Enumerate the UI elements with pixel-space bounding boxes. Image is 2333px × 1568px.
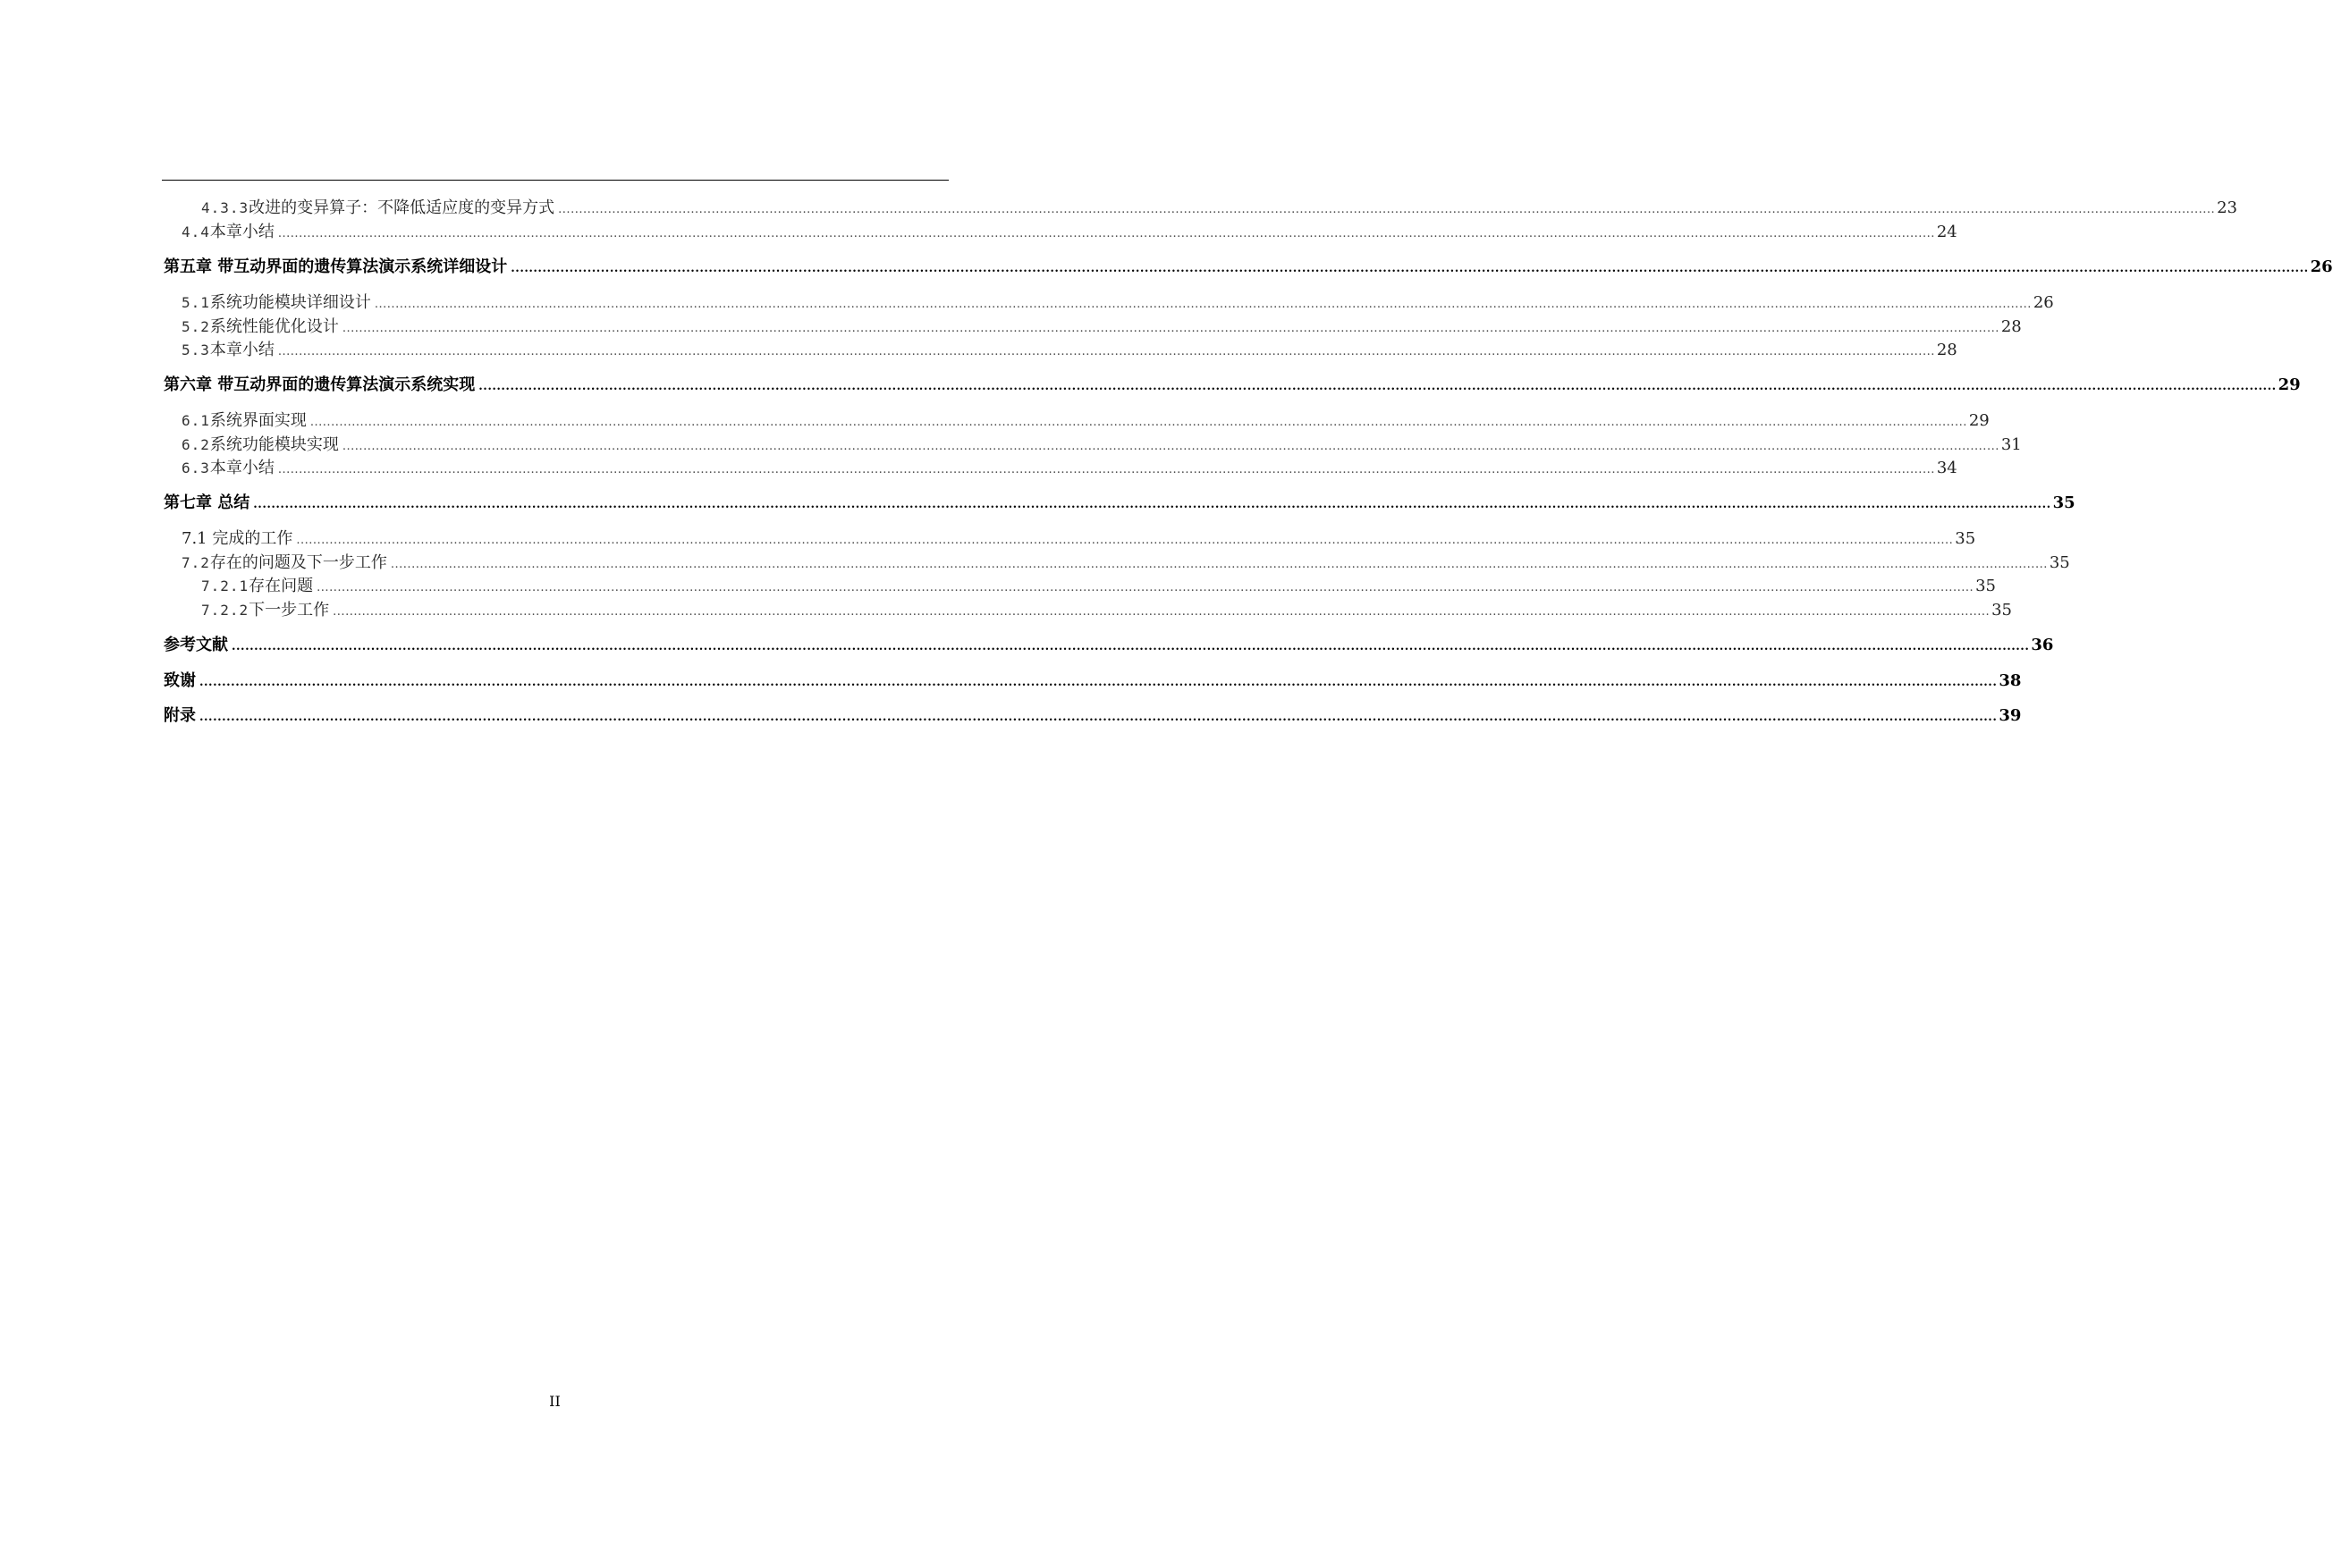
toc-entry-page: 35 bbox=[1955, 529, 1976, 548]
toc-dot-leader: ................................................................................................................................................................................................................................................................................................................................................................................................................ bbox=[199, 711, 1998, 724]
toc-dot-leader: ................................................................................................................................................................................................................................................................................................................................................................................................................ bbox=[253, 498, 2051, 511]
toc-dot-leader: ................................................................................................................................................................................................................................................................................................................................................................................................................ bbox=[478, 380, 2277, 393]
header-rule bbox=[162, 180, 949, 181]
toc-entry-page: 36 bbox=[2031, 636, 2054, 654]
toc-section-entry[interactable] bbox=[164, 221, 1957, 244]
toc-section-entry[interactable] bbox=[164, 599, 2013, 622]
toc-entry-page: 38 bbox=[1999, 671, 2022, 690]
toc-entry-title: 系统功能模块详细设计 bbox=[209, 293, 371, 312]
toc-entry-number: 5.1 bbox=[182, 294, 210, 311]
toc-entry-page: 26 bbox=[2310, 257, 2333, 276]
toc-chapter-entry[interactable] bbox=[164, 256, 2333, 279]
toc-dot-leader: ................................................................................................................................................................................................................................................................................................................................................................................................................ bbox=[511, 262, 2309, 275]
toc-dot-leader: ................................................................................................................................................................................................................................................................................................................................................................................................................ bbox=[199, 676, 1998, 689]
toc-entry-title: 系统功能模块实现 bbox=[209, 435, 339, 454]
toc-entry-title: 存在问题 bbox=[249, 577, 314, 595]
toc-entry-title: 7.1 完成的工作 bbox=[182, 529, 293, 548]
toc-entry-number: 7.2.1 bbox=[201, 577, 249, 594]
toc-dot-leader: ................................................................................................................................................................................................................................................................................................................................................................................................................ bbox=[342, 322, 1999, 335]
toc-entry-title: 致谢 bbox=[164, 671, 196, 690]
toc-chapter-entry[interactable] bbox=[164, 634, 2054, 657]
toc-entry-title: 附录 bbox=[164, 706, 196, 725]
toc-chapter-entry[interactable] bbox=[164, 374, 2301, 397]
toc-dot-leader: ................................................................................................................................................................................................................................................................................................................................................................................................................ bbox=[277, 463, 1935, 476]
toc-entry-title: 本章小结 bbox=[209, 341, 275, 359]
toc-entry-page: 29 bbox=[1968, 411, 1990, 430]
toc-chapter-entry[interactable] bbox=[164, 670, 2022, 693]
toc-entry-title: 下一步工作 bbox=[249, 601, 330, 620]
toc-chapter-entry[interactable] bbox=[164, 492, 2075, 515]
toc-entry-page: 23 bbox=[2217, 198, 2238, 217]
toc-entry-number: 5.2 bbox=[182, 318, 210, 335]
toc-section-entry[interactable] bbox=[164, 197, 2238, 220]
toc-section-entry[interactable] bbox=[164, 527, 1976, 551]
toc-entry-page: 34 bbox=[1936, 459, 1957, 477]
toc-dot-leader: ................................................................................................................................................................................................................................................................................................................................................................................................................ bbox=[277, 345, 1935, 358]
toc-entry-number: 4.4 bbox=[182, 223, 210, 240]
toc-section-entry[interactable] bbox=[164, 316, 2022, 339]
toc-entry-page: 29 bbox=[2278, 375, 2301, 394]
toc-entry-page: 35 bbox=[1991, 601, 2013, 620]
toc-entry-page: 35 bbox=[2052, 493, 2075, 512]
toc-section-entry[interactable] bbox=[164, 409, 1990, 433]
toc-entry-page: 35 bbox=[2049, 553, 2070, 572]
toc-dot-leader: ................................................................................................................................................................................................................................................................................................................................................................................................................ bbox=[232, 640, 2030, 653]
toc-section-entry[interactable] bbox=[164, 457, 1957, 480]
toc-entry-page: 24 bbox=[1936, 223, 1957, 241]
toc-dot-leader: ................................................................................................................................................................................................................................................................................................................................................................................................................ bbox=[296, 534, 1954, 547]
toc-entry-number: 6.1 bbox=[182, 412, 210, 429]
toc-entry-title: 本章小结 bbox=[209, 459, 275, 477]
toc-section-entry[interactable] bbox=[164, 552, 2070, 575]
toc-entry-title: 系统性能优化设计 bbox=[209, 317, 339, 336]
toc-entry-title: 参考文献 bbox=[164, 636, 228, 654]
toc-entry-number: 4.3.3 bbox=[201, 199, 249, 216]
toc-dot-leader: ................................................................................................................................................................................................................................................................................................................................................................................................................ bbox=[333, 605, 1991, 619]
toc-section-entry[interactable] bbox=[164, 291, 2054, 315]
page-number: II bbox=[549, 1393, 561, 1410]
toc-dot-leader: ................................................................................................................................................................................................................................................................................................................................................................................................................ bbox=[309, 416, 1967, 429]
toc-section-entry[interactable] bbox=[164, 339, 1957, 362]
toc-entry-number: 6.2 bbox=[182, 436, 210, 453]
toc-dot-leader: ................................................................................................................................................................................................................................................................................................................................................................................................................ bbox=[558, 203, 2216, 216]
toc-dot-leader: ................................................................................................................................................................................................................................................................................................................................................................................................................ bbox=[277, 227, 1935, 240]
toc-entry-number: 5.3 bbox=[182, 341, 210, 358]
toc-entry-title: 本章小结 bbox=[209, 223, 275, 241]
toc-entry-page: 39 bbox=[1999, 706, 2022, 725]
toc-entry-page: 26 bbox=[2033, 293, 2054, 312]
toc-entry-page: 31 bbox=[2000, 435, 2022, 454]
toc-entry-title: 第七章 总结 bbox=[164, 493, 250, 512]
toc-entry-page: 28 bbox=[1936, 341, 1957, 359]
toc-section-entry[interactable] bbox=[164, 575, 1997, 598]
toc-dot-leader: ................................................................................................................................................................................................................................................................................................................................................................................................................ bbox=[390, 558, 2048, 571]
toc-entry-number: 6.3 bbox=[182, 459, 210, 476]
toc-entry-title: 第五章 带互动界面的遗传算法演示系统详细设计 bbox=[164, 257, 508, 276]
toc-entry-title: 改进的变异算子：不降低适应度的变异方式 bbox=[249, 198, 555, 217]
toc-entry-page: 35 bbox=[1975, 577, 1997, 595]
toc-entry-title: 存在的问题及下一步工作 bbox=[209, 553, 387, 572]
toc-section-entry[interactable] bbox=[164, 434, 2022, 457]
toc-entry-title: 系统界面实现 bbox=[209, 411, 307, 430]
toc-dot-leader: ................................................................................................................................................................................................................................................................................................................................................................................................................ bbox=[374, 298, 2032, 311]
toc-entry-title: 第六章 带互动界面的遗传算法演示系统实现 bbox=[164, 375, 476, 394]
toc-entry-number: 7.2.2 bbox=[201, 602, 249, 619]
toc-dot-leader: ................................................................................................................................................................................................................................................................................................................................................................................................................ bbox=[342, 440, 1999, 453]
toc-entry-page: 28 bbox=[2000, 317, 2022, 336]
toc-chapter-entry[interactable] bbox=[164, 704, 2022, 728]
toc-dot-leader: ................................................................................................................................................................................................................................................................................................................................................................................................................ bbox=[317, 581, 1974, 594]
toc-entry-number: 7.2 bbox=[182, 554, 210, 571]
